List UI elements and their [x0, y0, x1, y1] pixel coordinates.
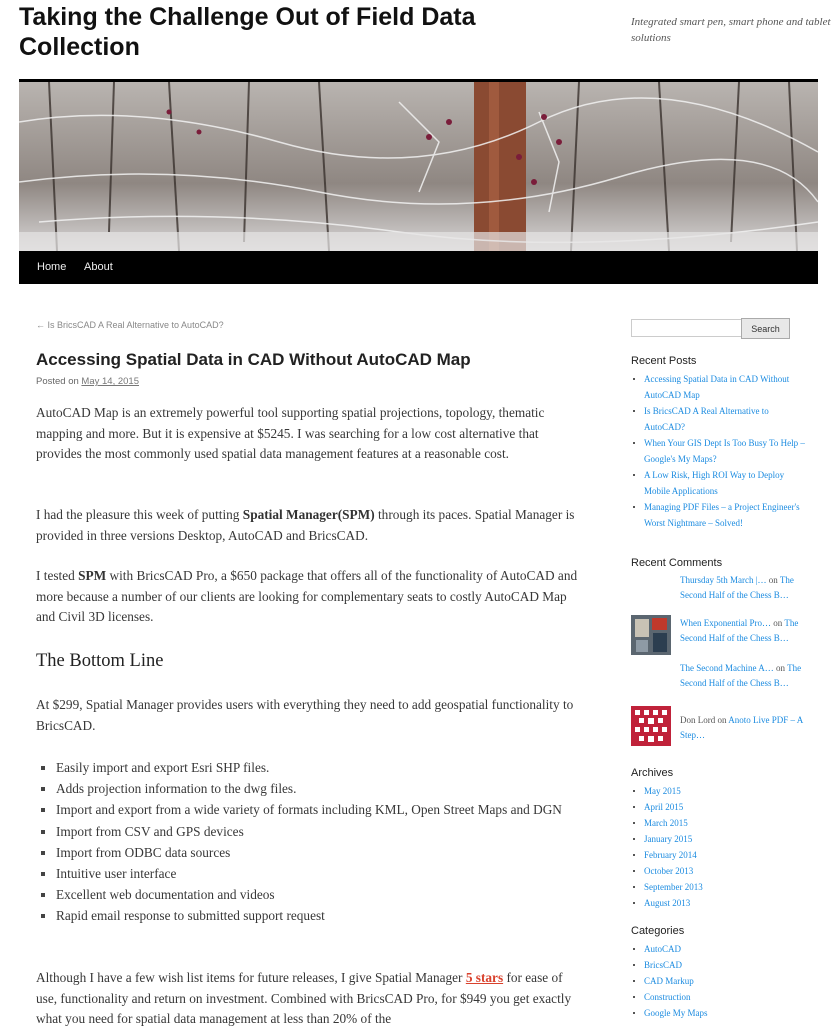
comment-post-link[interactable]: The Second Half of the Chess B…: [680, 575, 794, 600]
post-meta: [36, 376, 139, 387]
list-item: [631, 403, 811, 435]
bullet-icon: [633, 902, 635, 904]
post-paragraph-5: [36, 968, 581, 1030]
bullet-icon: [633, 838, 635, 840]
header-banner-image: [19, 82, 818, 251]
posted-on-label: Posted on: [36, 376, 82, 387]
archive-link[interactable]: January 2015: [644, 834, 693, 844]
list-item: [631, 499, 811, 531]
categories-list: [631, 941, 811, 1021]
list-item: [631, 799, 811, 815]
recent-posts-title: Recent Posts: [631, 355, 697, 367]
recent-comments-title: Recent Comments: [631, 557, 723, 569]
comment-post-link[interactable]: The Second Half of the Chess B…: [680, 618, 799, 643]
recent-comment: [680, 661, 820, 690]
list-item-text: Excellent web documentation and videos: [56, 887, 275, 903]
list-item: [36, 799, 581, 820]
comment-author-name: Don Lord: [680, 715, 716, 725]
post-paragraph-3: [36, 566, 581, 628]
comment-author-link[interactable]: The Second Machine A…: [680, 663, 774, 673]
recent-comment: [680, 713, 820, 742]
list-item: [631, 895, 811, 911]
list-item: [631, 941, 811, 957]
comment-post-link[interactable]: Anoto Live PDF – A Step…: [680, 715, 803, 740]
spatial-manager-bold: Spatial Manager(SPM): [242, 507, 375, 522]
list-item-text: Rapid email response to submitted support request: [56, 908, 325, 924]
list-item-text: Import and export from a wide variety of formats including KML, Open Street Maps and DGN: [56, 802, 562, 818]
category-link[interactable]: AutoCAD: [644, 944, 682, 954]
list-item: [631, 989, 811, 1005]
list-item: [631, 435, 811, 467]
recent-post-link[interactable]: A Low Risk, High ROI Way to Deploy Mobile Applications: [644, 470, 785, 496]
post-paragraph-1: [36, 403, 581, 465]
spm-bold: SPM: [78, 568, 107, 583]
bullet-icon: [633, 806, 635, 808]
bullet-icon: [633, 442, 635, 444]
archives-list: [631, 783, 811, 911]
previous-post-link[interactable]: ← Is BricsCAD A Real Alternative to AutoCAD?: [36, 320, 224, 330]
list-item: [631, 863, 811, 879]
list-item-text: Easily import and export Esri SHP files.: [56, 760, 270, 775]
bullet-icon: [41, 830, 45, 834]
bullet-icon: [633, 854, 635, 856]
paragraph-text: I tested: [36, 568, 79, 583]
nav-about[interactable]: About: [84, 261, 113, 273]
paragraph-text: At $299, Spatial Manager provides users with everything they need to add geospatial functionality to BricsCAD.: [36, 697, 574, 733]
recent-comment: [680, 616, 820, 645]
bullet-icon: [633, 410, 635, 412]
comment-on-label: on: [766, 575, 780, 585]
paragraph-text: through its paces. Spatial Manager is provided in three versions Desktop, AutoCAD and BricsCAD.: [36, 507, 575, 543]
archive-link[interactable]: September 2013: [644, 882, 703, 892]
bullet-icon: [633, 886, 635, 888]
post-paragraph-4: [36, 695, 581, 736]
post-title[interactable]: Accessing Spatial Data in CAD Without AutoCAD Map: [36, 350, 471, 369]
paragraph-text: for ease of use, functionality and return on investment. Combined with BricsCAD Pro, for $949 you get exactly what you need for spatial data management at less than 20% of the: [36, 970, 572, 1026]
category-link[interactable]: BricsCAD: [644, 960, 682, 970]
bullet-icon: [633, 870, 635, 872]
bullet-icon: [41, 766, 45, 770]
comment-on-label: on: [770, 618, 785, 628]
archive-link[interactable]: October 2013: [644, 866, 694, 876]
categories-title: Categories: [631, 925, 685, 937]
recent-post-link[interactable]: Is BricsCAD A Real Alternative to AutoCAD?: [644, 406, 769, 432]
main-nav: [19, 251, 818, 284]
paragraph-text: Although I have a few wish list items for future releases, I give Spatial Manager: [36, 970, 466, 985]
archive-link[interactable]: April 2015: [644, 802, 684, 812]
comment-on-label: on: [773, 663, 788, 673]
paragraph-text: I had the pleasure this week of putting: [36, 507, 243, 522]
list-item: [631, 957, 811, 973]
comment-on-label: on: [715, 715, 729, 725]
list-item: [631, 1005, 811, 1021]
list-item: [631, 879, 811, 895]
post-date-link[interactable]: May 14, 2015: [81, 376, 139, 387]
comment-post-link[interactable]: The Second Half of the Chess B…: [680, 663, 802, 688]
bullet-icon: [633, 964, 635, 966]
list-item-text: Import from ODBC data sources: [56, 844, 231, 860]
commenter-avatar: [631, 615, 671, 655]
bullet-icon: [633, 506, 635, 508]
archive-link[interactable]: February 2014: [644, 850, 697, 860]
list-item: [631, 371, 811, 403]
five-stars-link[interactable]: 5 stars: [465, 970, 504, 985]
list-item: [631, 831, 811, 847]
bullet-icon: [633, 1012, 635, 1014]
site-description: Integrated smart pen, smart phone and tablet solutions: [631, 16, 831, 44]
bullet-icon: [633, 822, 635, 824]
list-item: [631, 847, 811, 863]
archive-link[interactable]: August 2013: [644, 898, 691, 908]
list-item: [631, 815, 811, 831]
list-item: [36, 821, 581, 842]
section-heading-bottom-line: The Bottom Line: [36, 651, 164, 671]
comment-author-link[interactable]: When Exponential Pro…: [680, 618, 771, 628]
list-item-text: Intuitive user interface: [56, 866, 177, 882]
category-link[interactable]: CAD Markup: [644, 976, 694, 986]
list-item: [36, 884, 581, 905]
recent-post-link[interactable]: Managing PDF Files – a Project Engineer's Worst Nightmare – Solved!: [644, 502, 800, 528]
list-item: [631, 783, 811, 799]
bullet-icon: [41, 893, 45, 897]
paragraph-text: AutoCAD Map is an extremely powerful tool supporting spatial projections, topology, thematic mapping and more. But it is expensive at $5245. I was searching for a low cost alternative that provides the most commonly used spatial data management features at a reasonable cost.: [36, 405, 545, 461]
bullet-icon: [41, 872, 45, 876]
bullet-icon: [633, 996, 635, 998]
archive-link[interactable]: May 2015: [644, 786, 681, 796]
list-item: [631, 467, 811, 499]
list-item: [36, 863, 581, 884]
post-paragraph-2: [36, 505, 581, 546]
search-button[interactable]: Search: [741, 318, 790, 339]
bullet-icon: [633, 378, 635, 380]
archive-link[interactable]: March 2015: [644, 818, 688, 828]
list-item-text: Import from CSV and GPS devices: [56, 823, 244, 839]
bullet-icon: [41, 914, 45, 918]
recent-comment: [680, 573, 820, 602]
commenter-avatar: [631, 706, 671, 746]
bullet-icon: [41, 851, 45, 855]
category-link[interactable]: Google My Maps: [644, 1008, 708, 1018]
feature-list: [36, 757, 581, 927]
comment-author-link[interactable]: Thursday 5th March |…: [680, 575, 767, 585]
bullet-icon: [41, 787, 45, 791]
bullet-icon: [633, 790, 635, 792]
bullet-icon: [633, 474, 635, 476]
recent-post-link[interactable]: When Your GIS Dept Is Too Busy To Help – Google's My Maps?: [644, 438, 805, 464]
list-item: [36, 757, 581, 778]
list-item: [36, 842, 581, 863]
bullet-icon: [41, 808, 45, 812]
search-input[interactable]: [631, 319, 742, 337]
list-item: [631, 973, 811, 989]
category-link[interactable]: Construction: [644, 992, 691, 1002]
recent-posts-list: [631, 371, 811, 531]
nav-home[interactable]: Home: [37, 261, 67, 273]
archives-title: Archives: [631, 767, 674, 779]
recent-post-link[interactable]: Accessing Spatial Data in CAD Without AutoCAD Map: [644, 374, 790, 400]
list-item: [36, 778, 581, 799]
list-item-text: Adds projection information to the dwg files.: [56, 781, 297, 797]
bullet-icon: [633, 948, 635, 950]
paragraph-text: with BricsCAD Pro, a $650 package that offers all of the functionality of AutoCAD and more because a number of our clients are looking for complementary seats to costly AutoCAD Map and Civil 3D licenses.: [36, 568, 578, 624]
bullet-icon: [633, 980, 635, 982]
list-item: [36, 905, 581, 926]
site-title[interactable]: Taking the Challenge Out of Field Data Collection: [19, 3, 476, 61]
